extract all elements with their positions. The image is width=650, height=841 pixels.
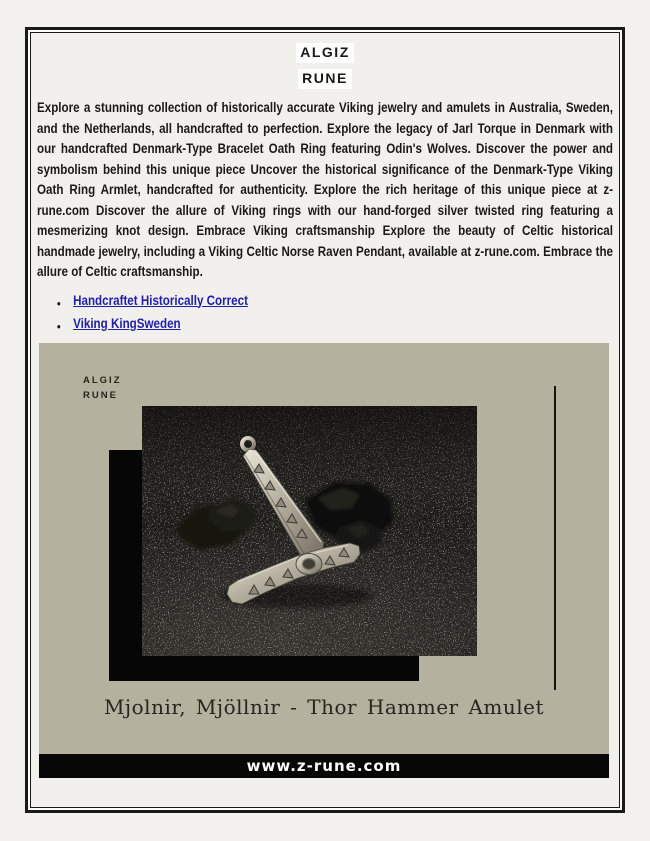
document-page [25, 27, 625, 813]
description-paragraph: Explore a stunning collection of historically accurate Viking jewelry and amulets in Australia, Sweden, and the Netherlands, all handcrafted to perfection. Explore the legacy of Jarl Torque in Denmark with our handcrafted Denmark-Type Bracelet Oath Ring featuring Odin's Wolves. Discover the power and symbolism behind this unique piece Uncover the historical significance of the Denmark-Type Viking Oath Ring Armlet, handcrafted for authenticity. Explore the rich heritage of this unique piece at z-rune.com Discover the allure of Viking rings with our hand-forged silver twisted ring featuring a mesmerizing knot design. Embrace Viking craftsmanship Explore the beauty of Celtic historical handmade jewelry, including a Viking Celtic Norse Raven Pendant, available at z-rune.com. Embrace the allure of Celtic craftsmanship. [37, 100, 613, 279]
artwork-block [39, 343, 609, 778]
website-url: www.z-rune.com [246, 756, 402, 775]
title-highlight: RUNE [298, 69, 352, 89]
artwork-brand [83, 373, 122, 403]
page-title [37, 43, 613, 89]
page-title-line-2 [37, 69, 613, 89]
title-highlight: ALGIZ [296, 43, 354, 63]
link-list [37, 293, 613, 332]
artwork-caption: Mjolnir, Mjöllnir - Thor Hammer Amulet [103, 694, 545, 719]
list-item [73, 316, 613, 332]
link-handcraftet-historically-correct[interactable]: Handcraftet Historically Correct [73, 292, 248, 308]
page-content [30, 32, 620, 808]
amulet-photo [142, 406, 477, 656]
list-item [73, 293, 613, 309]
artwork-brand-line-1: ALGIZ [83, 374, 122, 386]
artwork-brand-line-2: RUNE [83, 389, 118, 401]
page-title-line-1 [37, 43, 613, 63]
body-section [37, 98, 613, 332]
decorative-vertical-rule [554, 386, 556, 690]
link-viking-king-sweden[interactable]: Viking KingSweden [73, 315, 181, 331]
website-bar [39, 754, 609, 778]
